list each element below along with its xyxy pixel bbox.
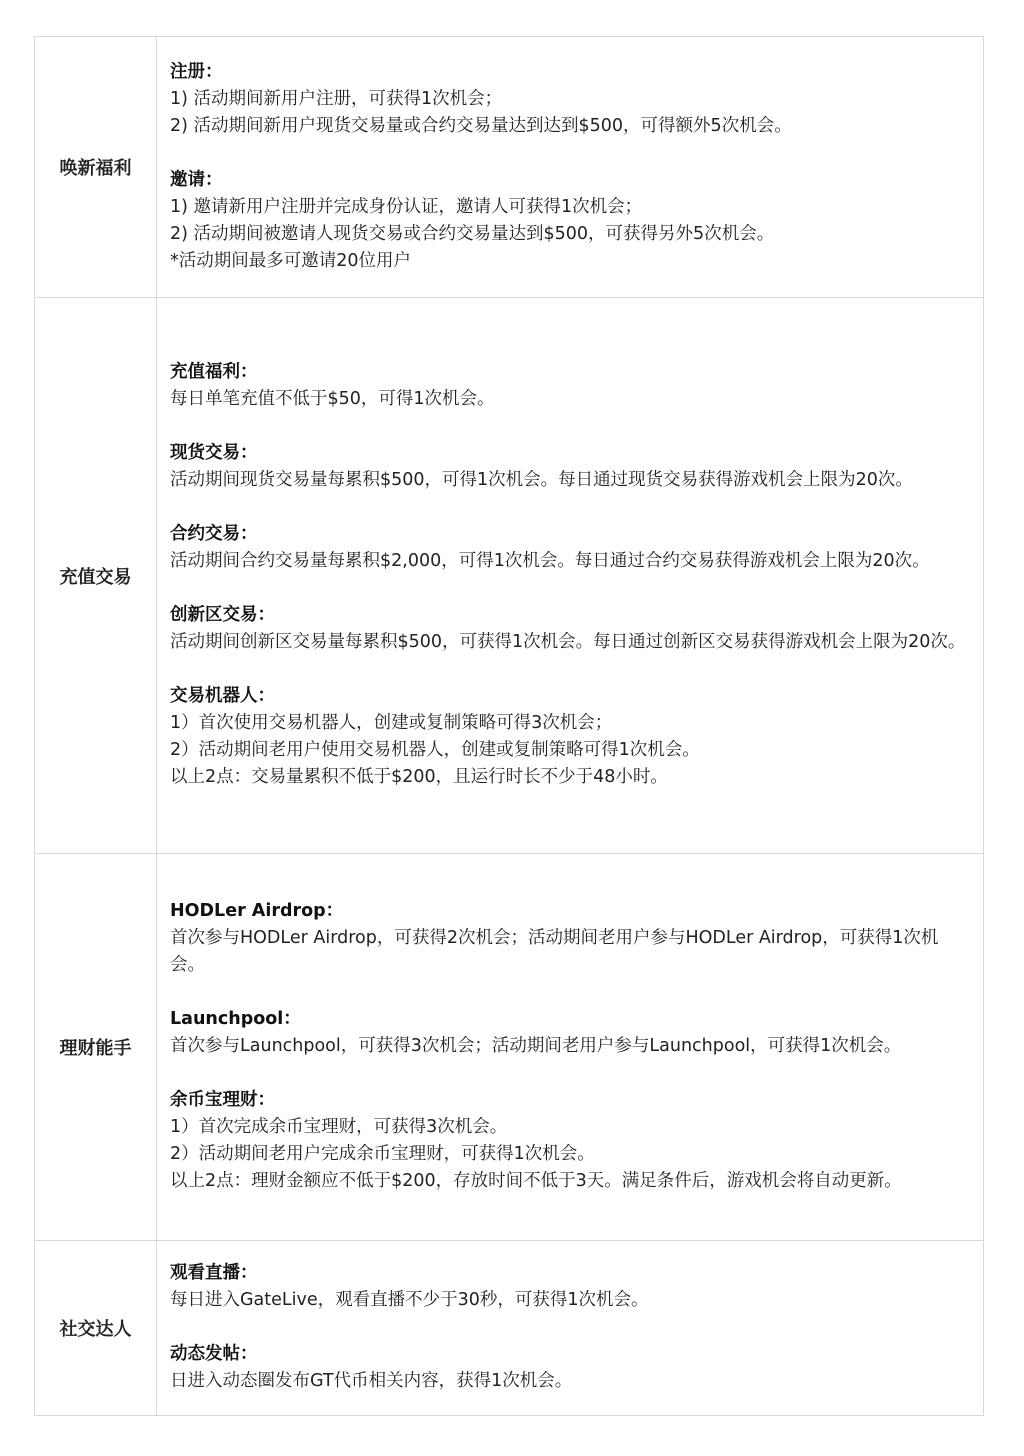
rule-section [170,1006,969,1060]
section-line: 以上2点：交易量累积不低于$200，且运行时长不少于48小时。 [170,767,668,787]
table-row [35,298,984,854]
content-cell [157,1241,984,1416]
section-line: 2）活动期间老用户使用交易机器人，创建或复制策略可得1次机会。 [170,740,700,760]
section-line: 1) 邀请新用户注册并完成身份认证，邀请人可获得1次机会； [170,196,643,217]
content-cell [157,37,984,298]
content-cell [157,298,984,854]
section-line: 1) 活动期间新用户注册，可获得1次机会； [170,88,503,109]
section-title: 充值福利： [170,362,258,382]
section-line: 活动期间创新区交易量每累积$500，可获得1次机会。每日通过创新区交易获得游戏机会上限为20次。 [170,632,966,652]
section-title: 动态发帖： [170,1344,258,1364]
section-title: 现货交易： [170,443,258,463]
section-title: 观看直播： [170,1263,258,1283]
rule-section [170,898,969,979]
section-line: *活动期间最多可邀请20位用户 [170,250,412,271]
rule-section [170,683,969,791]
section-title: Launchpool： [170,1009,301,1029]
section-title: 交易机器人： [170,686,275,706]
content-cell [157,854,984,1241]
section-line: 每日单笔充值不低于$50，可得1次机会。 [170,389,495,409]
section-title: HODLer Airdrop： [170,901,344,921]
rule-section [170,59,969,140]
rule-section [170,1087,969,1195]
section-title: 余币宝理财： [170,1090,275,1110]
rule-section [170,1341,969,1395]
rule-section [170,1260,969,1314]
section-line: 活动期间合约交易量每累积$2,000，可得1次机会。每日通过合约交易获得游戏机会上限为20次。 [170,551,930,571]
category-cell: 唤新福利 [35,37,157,298]
category-cell: 理财能手 [35,854,157,1241]
section-line: 首次参与Launchpool，可获得3次机会；活动期间老用户参与Launchpool，可获得1次机会。 [170,1036,902,1056]
section-title: 合约交易： [170,524,258,544]
section-line: 1）首次完成余币宝理财，可获得3次机会。 [170,1117,508,1137]
category-cell: 社交达人 [35,1241,157,1416]
section-line: 2) 活动期间被邀请人现货交易或合约交易量达到$500，可获得另外5次机会。 [170,223,775,244]
table-row [35,1241,984,1416]
section-line: 2) 活动期间新用户现货交易量或合约交易量达到达到$500，可得额外5次机会。 [170,115,792,136]
rule-section [170,359,969,413]
table-row [35,37,984,298]
section-line: 以上2点：理财金额应不低于$200，存放时间不低于3天。满足条件后，游戏机会将自动更新。 [170,1171,902,1191]
section-title: 邀请： [170,169,223,190]
rule-section [170,440,969,494]
section-line: 首次参与HODLer Airdrop，可获得2次机会；活动期间老用户参与HODLer Airdrop，可获得1次机会。 [170,928,939,975]
section-title: 创新区交易： [170,605,275,625]
section-line: 每日进入GateLive，观看直播不少于30秒，可获得1次机会。 [170,1290,649,1310]
rule-section [170,521,969,575]
section-line: 2）活动期间老用户完成余币宝理财，可获得1次机会。 [170,1144,595,1164]
category-cell: 充值交易 [35,298,157,854]
rule-section [170,602,969,656]
section-line: 日进入动态圈发布GT代币相关内容，获得1次机会。 [170,1371,573,1391]
section-line: 活动期间现货交易量每累积$500，可得1次机会。每日通过现货交易获得游戏机会上限为20次。 [170,470,913,490]
rules-table [34,36,984,1416]
table-row [35,854,984,1241]
section-title: 注册： [170,61,223,82]
rules-table-body [35,37,984,1416]
rule-section [170,167,969,275]
section-line: 1）首次使用交易机器人，创建或复制策略可得3次机会； [170,713,613,733]
